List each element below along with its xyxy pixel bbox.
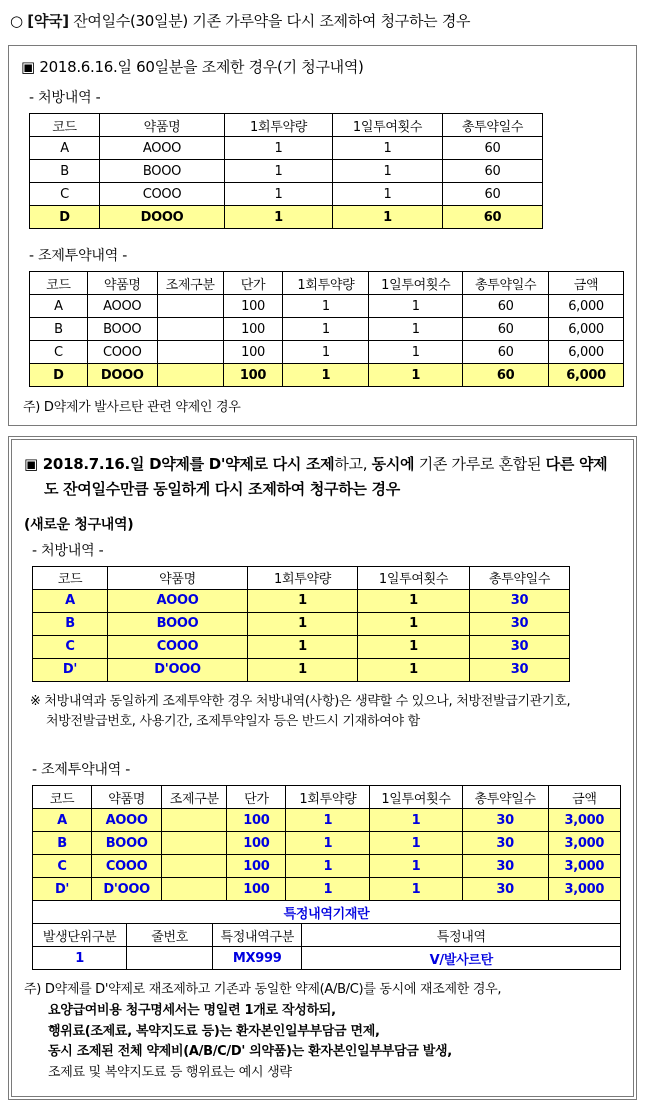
table-cell: BOOO [92,832,162,855]
table-cell: 30 [470,658,570,681]
column-header: 1회투약량 [283,272,369,295]
table-cell: BOOO [100,160,225,183]
column-header: 1회투약량 [225,114,333,137]
table-row [30,341,624,364]
table-row [33,832,621,855]
column-header: 1일투여횟수 [370,786,462,809]
text-part: 기존 가루로 혼합된 [414,455,546,473]
note-line: 조제료 및 복약지도료 등 행위료는 예시 생략 [48,1065,292,1081]
dispense-label-1: - 조제투약내역 - [29,248,128,264]
table-cell: 1 [369,318,463,341]
table-cell: V/발사르탄 [302,947,621,970]
table-cell [162,878,227,901]
table-cell: COOO [100,183,225,206]
table-cell: 6,000 [549,295,624,318]
table-cell: 1 [333,160,443,183]
note-line: 처방전발급번호, 사용기간, 조제투약일자 등은 반드시 기재하여야 함 [46,714,420,730]
table-row [33,635,570,658]
column-header: 1회투약량 [286,786,370,809]
table-cell: 100 [223,341,283,364]
note-line: 주) D약제를 D'약제로 재조제하고 기존과 동일한 약제(A/B/C)를 동시에 재조제한 경우, [24,982,502,998]
footer-note [24,980,621,1084]
table-cell: 1 [370,809,462,832]
table-cell: 60 [463,364,549,387]
column-header: 코드 [33,786,92,809]
table-cell: 1 [358,589,470,612]
table-cell [162,855,227,878]
table-cell: 100 [223,295,283,318]
table-cell: 특정내역기재란 [33,901,621,924]
table-cell: 1 [225,183,333,206]
section-2-box [8,436,637,1100]
table-cell: 100 [227,809,286,832]
table-cell: B [33,612,108,635]
table-cell: 60 [463,341,549,364]
table-cell: C [33,855,92,878]
table-cell [157,295,223,318]
table-row [30,160,543,183]
table-cell: A [33,809,92,832]
table-cell: 60 [443,137,543,160]
table-cell: 1 [286,878,370,901]
table-cell: C [33,635,108,658]
text-part: 동시에 [371,455,415,473]
table-cell: 1 [333,206,443,229]
table-row [33,901,621,924]
table-cell: 60 [443,183,543,206]
table-cell: B [30,160,100,183]
column-header: 총투약일수 [462,786,548,809]
note-line: 요양급여비용 청구명세서는 명일련 1개로 작성하되, [48,1002,336,1018]
table-cell: 1 [358,635,470,658]
table-row [30,137,543,160]
table-cell: DOOO [100,206,225,229]
section1-heading-text: 2018.6.16.일 60일분을 조제한 경우(기 청구내역) [34,58,364,76]
prescription-table-1 [29,113,543,229]
prescription-label-2: - 처방내역 - [32,542,104,559]
table-cell: 1 [358,612,470,635]
circle-bullet-icon: ○ [10,12,23,30]
table-cell: DOOO [87,364,157,387]
table-cell: 30 [462,855,548,878]
table-cell: 1 [369,295,463,318]
column-header: 약품명 [100,114,225,137]
section2-heading [24,452,621,502]
table-cell: A [33,589,108,612]
table-cell: 특정내역 [302,924,621,947]
column-header: 금액 [549,272,624,295]
dispense-table-2 [32,785,621,901]
section1-note: 주) D약제가 발사르탄 관련 약제인 경우 [23,400,241,415]
table-row [30,295,624,318]
table-cell: 60 [443,160,543,183]
table-row [33,924,621,947]
table-cell: 1 [369,341,463,364]
column-header: 1일투여횟수 [333,114,443,137]
table-row [30,183,543,206]
column-header: 약품명 [108,566,248,589]
table-row [33,612,570,635]
table-cell: MX999 [212,947,302,970]
table-header-row [30,114,543,137]
table-row [30,206,543,229]
column-header: 코드 [30,272,88,295]
table-cell: AOOO [92,809,162,832]
page-title [10,10,637,31]
table-cell: C [30,183,100,206]
table-row [33,947,621,970]
table-cell [162,832,227,855]
column-header: 총투약일수 [470,566,570,589]
table-cell: 1 [370,878,462,901]
title-tag: [약국] [27,12,69,30]
table-cell: 발생단위구분 [33,924,127,947]
table-cell: COOO [108,635,248,658]
table-row [33,855,621,878]
table-cell: D' [33,658,108,681]
title-text: 잔여일수(30일분) 기존 가루약을 다시 조제하여 청구하는 경우 [68,12,471,30]
table-cell: C [30,341,88,364]
table-row [33,658,570,681]
table-row [33,878,621,901]
table-cell: 30 [470,589,570,612]
table-cell: 1 [248,658,358,681]
table-cell: 3,000 [548,855,620,878]
table-cell: 1 [225,160,333,183]
table-cell: 60 [463,318,549,341]
square-bullet-icon: ▣ [24,455,38,473]
table-cell: D [30,364,88,387]
table-cell: 3,000 [548,878,620,901]
table-cell: D'OOO [108,658,248,681]
table-cell: AOOO [87,295,157,318]
table-cell: 3,000 [548,809,620,832]
column-header: 약품명 [92,786,162,809]
text-part: 다른 약제도 잔여일수만큼 동일하게 다시 조제하여 청구하는 경우 [44,455,608,498]
table-cell: B [30,318,88,341]
table-cell: 1 [248,589,358,612]
table-cell: 30 [462,809,548,832]
table-cell: 1 [333,137,443,160]
section-1-box [8,45,637,426]
table-cell [157,341,223,364]
table-row [33,589,570,612]
table-cell: 1 [283,341,369,364]
column-header: 단가 [227,786,286,809]
table-cell: 100 [227,832,286,855]
table-cell: 1 [333,183,443,206]
dispense-label-2: - 조제투약내역 - [32,762,131,779]
table-cell: 1 [283,364,369,387]
table-cell: 100 [227,855,286,878]
table-cell: D [30,206,100,229]
table-cell: BOOO [108,612,248,635]
prescription-label-1: - 처방내역 - [29,90,101,106]
table-cell: 1 [248,635,358,658]
column-header: 코드 [33,566,108,589]
special-detail-table [32,900,621,970]
prescription-table-2 [32,566,570,682]
table-cell: 6,000 [549,341,624,364]
table-cell: 1 [283,295,369,318]
column-header: 1일투여횟수 [369,272,463,295]
square-bullet-icon: ▣ [21,58,35,76]
column-header: 1일투여횟수 [358,566,470,589]
section2-heading-text [38,455,607,498]
reference-note [30,692,621,734]
table-cell: 1 [370,855,462,878]
table-cell: 30 [470,612,570,635]
table-cell [157,364,223,387]
column-header: 단가 [223,272,283,295]
column-header: 총투약일수 [443,114,543,137]
table-row [33,809,621,832]
new-claim-label: (새로운 청구내역) [24,516,134,533]
table-cell: BOOO [87,318,157,341]
dispense-table-1 [29,271,624,387]
table-cell: 1 [286,832,370,855]
section1-heading [21,56,624,77]
column-header: 약품명 [87,272,157,295]
table-cell: 1 [370,832,462,855]
note-line: 동시 조제된 전체 약제비(A/B/C/D' 의약품)는 환자본인일부부담금 발생, [48,1044,452,1060]
table-cell [127,947,213,970]
table-cell: 30 [470,635,570,658]
table-cell [162,809,227,832]
text-part: 하고, [334,455,372,473]
note-line: 행위료(조제료, 복약지도료 등)는 환자본인일부부담금 면제, [48,1023,380,1039]
table-cell: 100 [223,318,283,341]
table-cell: 30 [462,878,548,901]
table-cell: 1 [225,206,333,229]
column-header: 1회투약량 [248,566,358,589]
text-part: 2018.7.16.일 D약제를 D'약제로 다시 조제 [37,455,335,473]
table-cell: 1 [33,947,127,970]
column-header: 금액 [548,786,620,809]
table-cell: B [33,832,92,855]
table-cell: 특정내역구분 [212,924,302,947]
table-cell: 60 [463,295,549,318]
table-cell: AOOO [100,137,225,160]
column-header: 코드 [30,114,100,137]
table-header-row [33,786,621,809]
table-cell: 100 [227,878,286,901]
table-cell: D'OOO [92,878,162,901]
column-header: 조제구분 [162,786,227,809]
table-cell: 30 [462,832,548,855]
table-cell: 60 [443,206,543,229]
table-cell [157,318,223,341]
table-cell: 100 [223,364,283,387]
table-cell: COOO [87,341,157,364]
table-cell: 3,000 [548,832,620,855]
column-header: 조제구분 [157,272,223,295]
table-row [30,318,624,341]
table-cell: 1 [248,612,358,635]
table-cell: COOO [92,855,162,878]
table-cell: 6,000 [549,318,624,341]
note-line: ※ 처방내역과 동일하게 조제투약한 경우 처방내역(사항)은 생략할 수 있으나, 처방전발급기관기호, [30,693,571,709]
table-header-row [30,272,624,295]
table-cell: 1 [369,364,463,387]
table-cell: 1 [283,318,369,341]
table-cell: A [30,295,88,318]
table-cell: AOOO [108,589,248,612]
table-cell: 1 [286,855,370,878]
table-cell: A [30,137,100,160]
table-cell: 줄번호 [127,924,213,947]
table-cell: 6,000 [549,364,624,387]
table-cell: 1 [286,809,370,832]
table-cell: 1 [225,137,333,160]
table-cell: 1 [358,658,470,681]
table-header-row [33,566,570,589]
column-header: 총투약일수 [463,272,549,295]
table-row [30,364,624,387]
table-cell: D' [33,878,92,901]
